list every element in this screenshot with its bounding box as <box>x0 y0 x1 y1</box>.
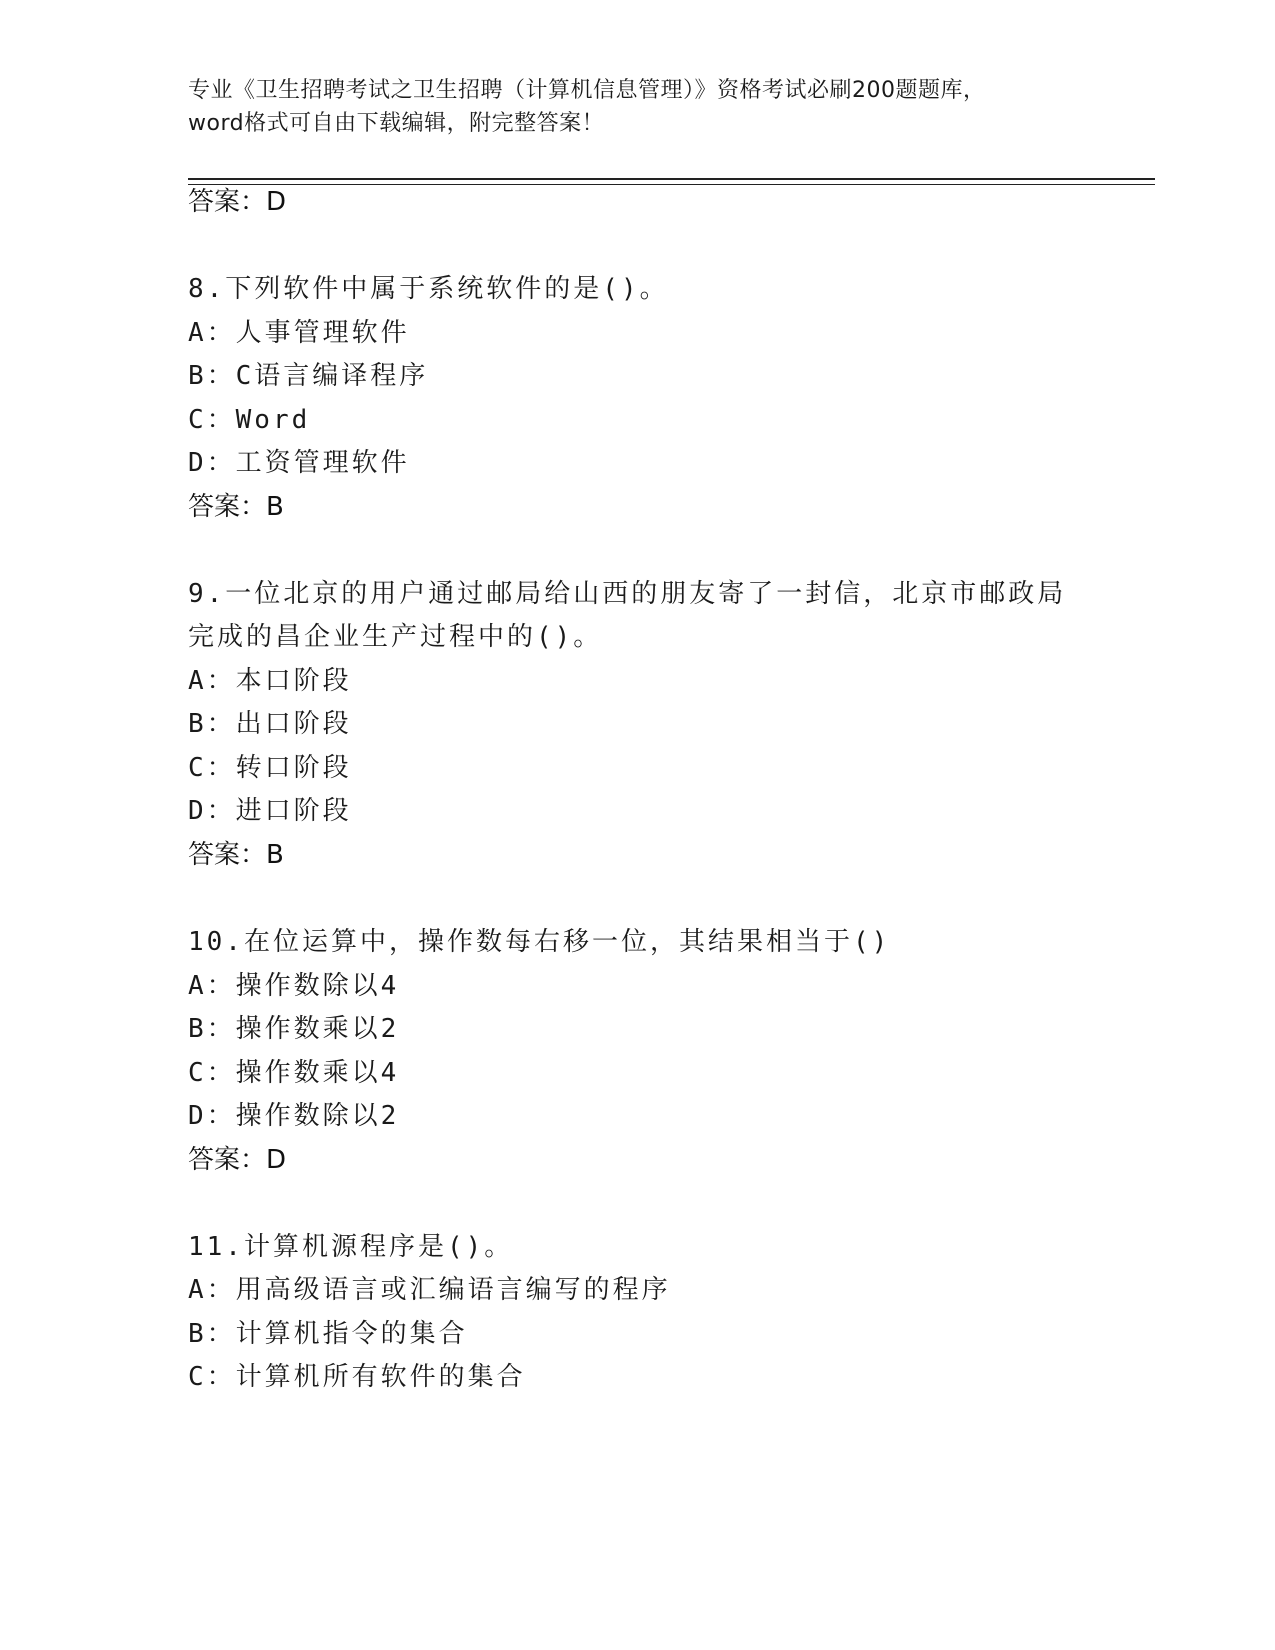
option-c: C：计算机所有软件的集合 <box>188 1362 526 1392</box>
question-stem-continued: 完成的昌企业生产过程中的()。 <box>188 622 603 652</box>
option-a: A：人事管理软件 <box>188 318 410 348</box>
question-stem: 11.计算机源程序是()。 <box>188 1232 514 1262</box>
answer-line: 答案：D <box>188 1145 287 1175</box>
header-line-1: 专业《卫生招聘考试之卫生招聘（计算机信息管理）》资格考试必刷200题题库， <box>188 78 986 103</box>
option-d: D：进口阶段 <box>188 796 352 826</box>
answer-line: 答案：D <box>188 187 287 217</box>
option-c: C：操作数乘以4 <box>188 1058 400 1088</box>
option-b: B：操作数乘以2 <box>188 1014 400 1044</box>
answer-line: 答案：B <box>188 492 284 522</box>
option-a: A：本口阶段 <box>188 666 352 696</box>
answer-line: 答案：B <box>188 840 284 870</box>
question-stem: 8.下列软件中属于系统软件的是()。 <box>188 274 669 304</box>
header-divider <box>188 178 1155 180</box>
option-a: A：用高级语言或汇编语言编写的程序 <box>188 1275 671 1305</box>
option-b: B：计算机指令的集合 <box>188 1319 468 1349</box>
option-a: A：操作数除以4 <box>188 971 400 1001</box>
option-b: B：C语言编译程序 <box>188 361 429 391</box>
option-c: C：Word <box>188 405 311 435</box>
question-stem: 9.一位北京的用户通过邮局给山西的朋友寄了一封信，北京市邮政局 <box>188 579 1067 609</box>
question-stem: 10.在位运算中，操作数每右移一位，其结果相当于() <box>188 927 891 957</box>
option-b: B：出口阶段 <box>188 709 352 739</box>
option-d: D：工资管理软件 <box>188 448 410 478</box>
header-line-2: word格式可自由下载编辑，附完整答案！ <box>188 111 605 136</box>
page-header <box>188 74 1088 140</box>
option-c: C：转口阶段 <box>188 753 352 783</box>
option-d: D：操作数除以2 <box>188 1101 400 1131</box>
header-divider-thin <box>188 184 1155 185</box>
